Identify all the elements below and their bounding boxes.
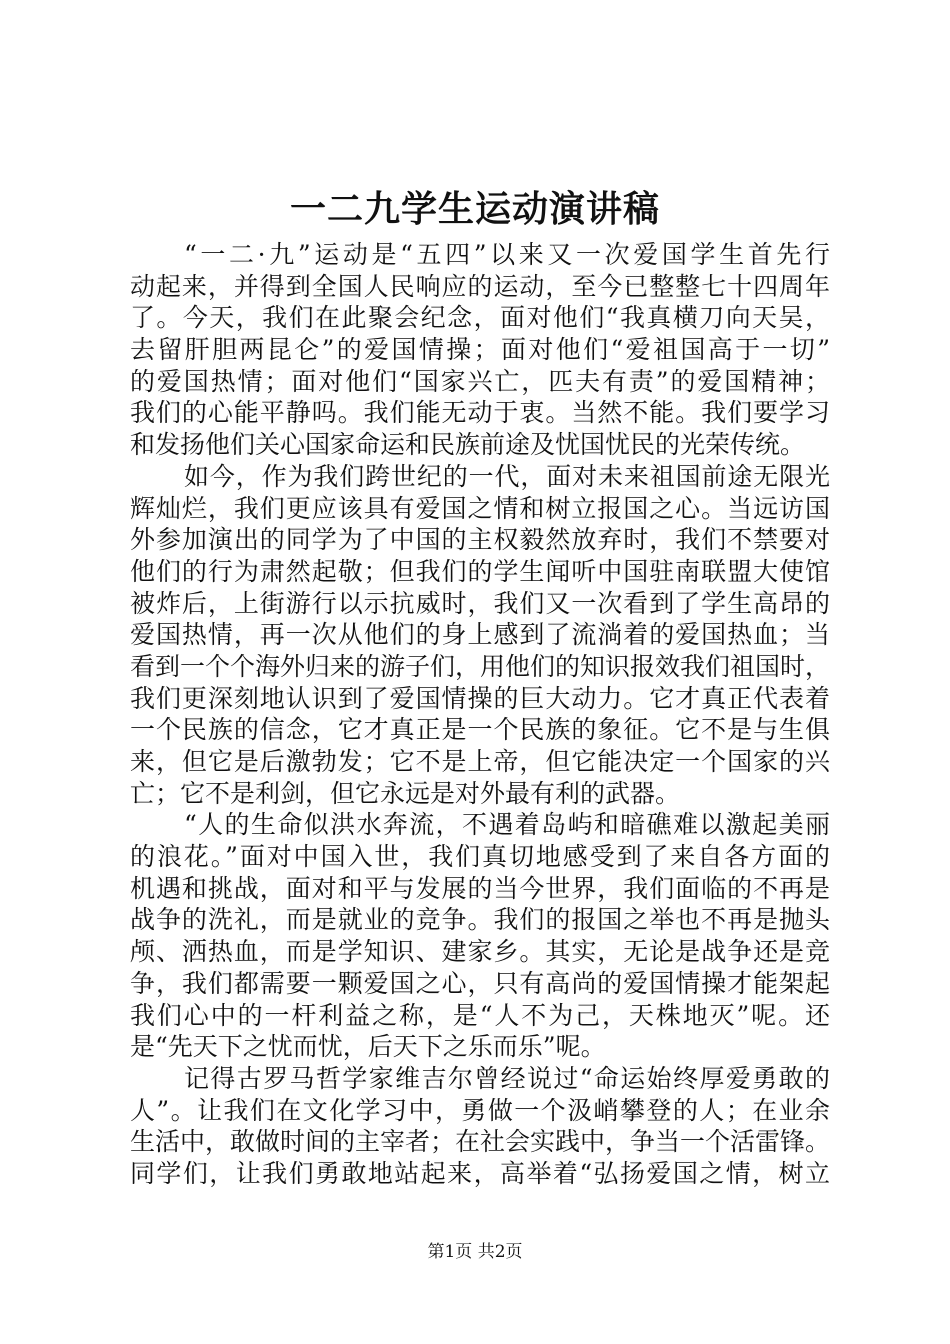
- paragraph-3-line: 战争的洗礼，而是就业的竞争。我们的报国之举也不再是抛头: [130, 905, 830, 935]
- paragraph-2-line: 爱国热情，再一次从他们的身上感到了流淌着的爱国热血；当: [130, 620, 830, 650]
- page-footer: 第1页 共2页: [427, 1242, 523, 1262]
- paragraph-4-line: 同学们，让我们勇敢地站起来，高举着“弘扬爱国之情，树立: [130, 1158, 830, 1188]
- paragraph-2-line: 我们更深刻地认识到了爱国情操的巨大动力。它才真正代表着: [130, 683, 830, 713]
- paragraph-1-line: 和发扬他们关心国家命运和民族前途及忧国忧民的光荣传统。: [130, 430, 806, 460]
- paragraph-3-line: “人的生命似洪水奔流，不遇着岛屿和暗礁难以激起美丽: [184, 810, 830, 840]
- paragraph-2-line: 看到一个个海外归来的游子们，用他们的知识报效我们祖国时，: [130, 651, 830, 681]
- paragraph-2-line: 来，但它是后激勃发；它不是上帝，但它能决定一个国家的兴: [130, 747, 830, 776]
- paragraph-1-line: 的爱国热情；面对他们“国家兴亡，匹夫有责”的爱国精神；: [130, 366, 830, 396]
- paragraph-2-line: 被炸后，上街游行以示抗威时，我们又一次看到了学生高昂的: [130, 588, 830, 618]
- paragraph-3-line: 是“先天下之忧而忧，后天下之乐而乐”呢。: [130, 1032, 606, 1062]
- paragraph-2-line: 辉灿烂，我们更应该具有爱国之情和树立报国之心。当远访国: [130, 493, 830, 523]
- paragraph-2-line: 亡；它不是利剑，但它永远是对外最有利的武器。: [130, 778, 681, 808]
- paragraph-3-line: 的浪花。”面对中国入世，我们真切地感受到了来自各方面的: [130, 842, 830, 872]
- paragraph-1-line: 我们的心能平静吗。我们能无动于衷。当然不能。我们要学习: [130, 398, 830, 428]
- paragraph-2-line: 外参加演出的同学为了中国的主权毅然放弃时，我们不禁要对: [130, 525, 830, 555]
- paragraph-1-line: 了。今天，我们在此聚会纪念，面对他们“我真横刀向天吴，: [130, 303, 830, 333]
- page-title: 一二九学生运动演讲稿: [289, 188, 660, 230]
- paragraph-4-line: 记得古罗马哲学家维吉尔曾经说过“命运始终厚爱勇敢的: [184, 1063, 830, 1093]
- paragraph-1-line: “一二·九”运动是“五四”以来又一次爱国学生首先行: [184, 240, 830, 269]
- paragraph-2-line: 如今，作为我们跨世纪的一代，面对未来祖国前途无限光: [184, 461, 830, 491]
- paragraph-3-line: 争，我们都需要一颗爱国之心，只有高尚的爱国情操才能架起: [130, 968, 830, 998]
- paragraph-3-line: 我们心中的一杆利益之称，是“人不为己，天株地灭”呢。还: [130, 1000, 830, 1030]
- paragraph-1-line: 去留肝胆两昆仑”的爱国情操；面对他们“爱祖国高于一切”: [130, 335, 830, 365]
- paragraph-2-line: 一个民族的信念，它才真正是一个民族的象征。它不是与生俱: [130, 715, 830, 745]
- document-body: [130, 239, 830, 1190]
- paragraph-4-line: 人”。让我们在文化学习中，勇做一个汲峭攀登的人；在业余: [130, 1095, 830, 1125]
- paragraph-3-line: 机遇和挑战，面对和平与发展的当今世界，我们面临的不再是: [130, 873, 830, 903]
- paragraph-1-line: 动起来，并得到全国人民响应的运动，至今已整整七十四周年: [130, 271, 830, 301]
- paragraph-2-line: 他们的行为肃然起敬；但我们的学生闻听中国驻南联盟大使馆: [130, 556, 830, 586]
- paragraph-4-line: 生活中，敢做时间的主宰者；在社会实践中，争当一个活雷锋。: [130, 1127, 830, 1157]
- paragraph-3-line: 颅、洒热血，而是学知识、建家乡。其实，无论是战争还是竞: [130, 937, 830, 967]
